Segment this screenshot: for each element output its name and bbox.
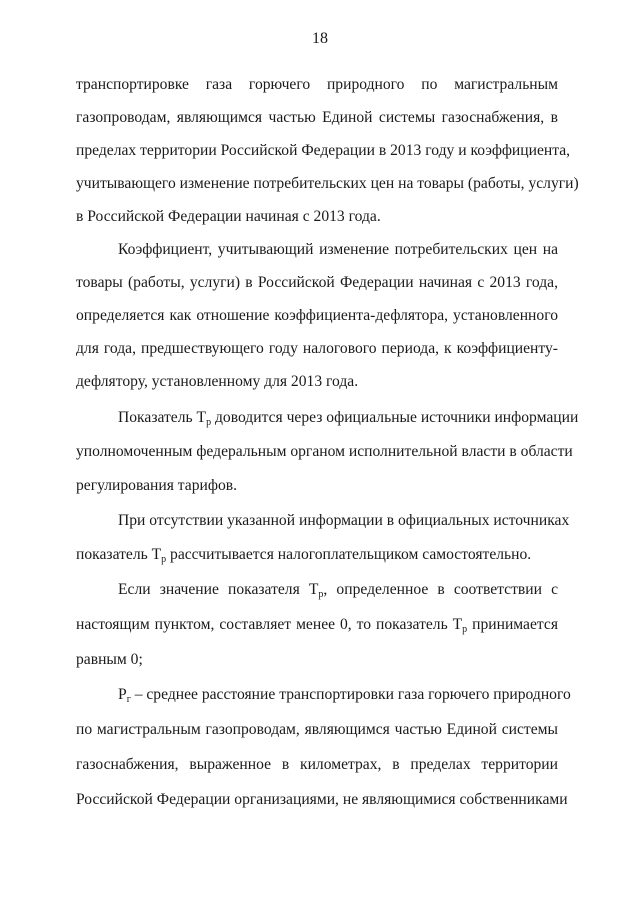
text-line: Коэффициент, учитывающий изменение потребительских цен на [118, 241, 558, 258]
text-line: в Российской Федерации начиная с 2013 года. [76, 208, 381, 225]
text-span: , определенное в соответствии с [323, 581, 558, 598]
text-line [118, 580, 558, 600]
text-span: принимается [467, 616, 558, 633]
text-line [76, 545, 558, 565]
text-line [118, 408, 579, 428]
text-line: определяется как отношение коэффициента-дефлятора, установленного [76, 307, 558, 324]
text-line: уполномоченным федеральным органом исполнительной власти в области [76, 443, 573, 460]
text-line: регулирования тарифов. [76, 477, 238, 494]
subscript: р [161, 554, 167, 565]
text-span: настоящим пунктом, составляет менее 0, то показатель Т [76, 616, 463, 633]
text-line: Российской Федерации организациями, не являющимися собственниками [76, 791, 568, 808]
text-line: учитывающего изменение потребительских цен на товары (работы, услуги) [76, 175, 579, 192]
text-line: транспортировке газа горючего природного по магистральным [76, 76, 558, 93]
text-line: для года, предшествующего году налогового периода, к коэффициенту- [76, 340, 558, 357]
subscript: р [206, 417, 212, 428]
text-line: пределах территории Российской Федерации в 2013 году и коэффициента, [76, 142, 571, 159]
subscript: р [318, 589, 324, 600]
page-number: 18 [312, 30, 328, 47]
text-span: рассчитывается налогоплательщиком самостоятельно. [166, 546, 532, 563]
text-span: Если значение показателя Т [118, 581, 319, 598]
text-line: газопроводам, являющимся частью Единой системы газоснабжения, в [76, 109, 558, 126]
subscript: р [462, 624, 468, 635]
text-line: газоснабжения, выраженное в километрах, в пределах территории [76, 756, 558, 773]
text-line: равным 0; [76, 651, 143, 668]
text-line: При отсутствии указанной информации в официальных источниках [118, 512, 570, 529]
text-line: товары (работы, услуги) в Российской Федерации начиная с 2013 года, [76, 274, 558, 291]
text-line: по магистральным газопроводам, являющимся частью Единой системы [76, 721, 558, 738]
subscript: г [126, 694, 131, 705]
text-span: доводится через официальные источники информации [211, 409, 579, 426]
text-span: Р [118, 686, 127, 703]
text-line [76, 615, 558, 635]
text-line [118, 685, 571, 705]
text-span: – среднее расстояние транспортировки газа горючего природного [130, 686, 571, 703]
text-span: показатель Т [76, 546, 162, 563]
text-span: Показатель Т [118, 409, 207, 426]
text-line: дефлятору, установленному для 2013 года. [76, 373, 359, 390]
